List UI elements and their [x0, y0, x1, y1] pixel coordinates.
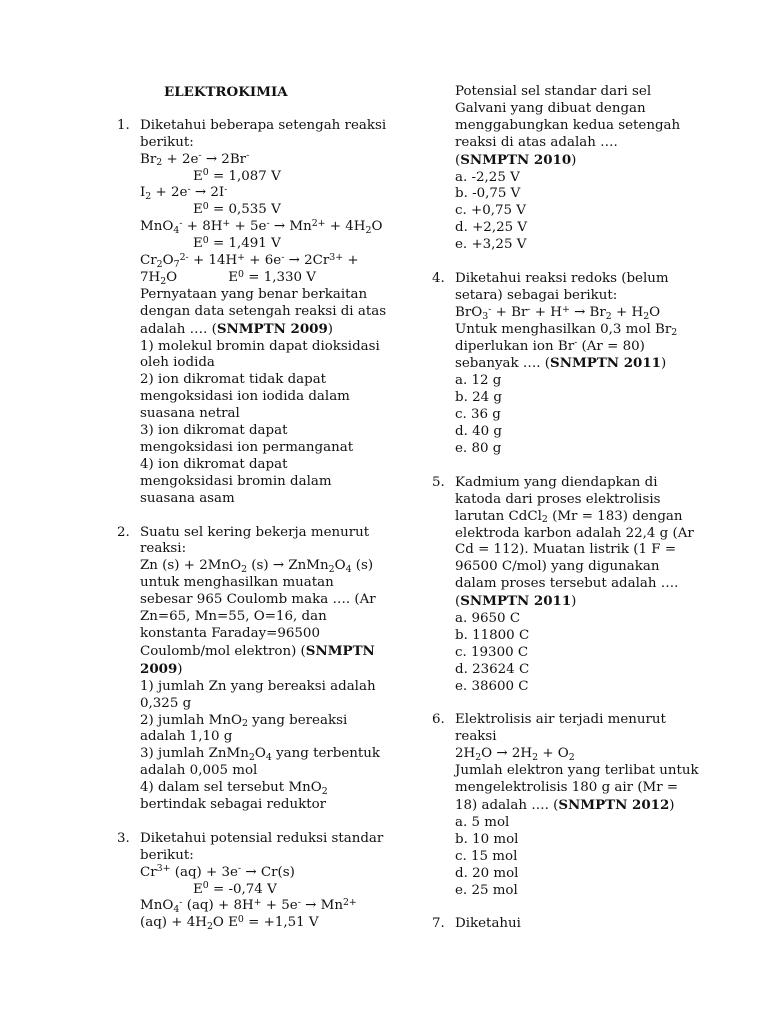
statement: 4) ion dikromat dapat: [140, 456, 288, 472]
statement: 1) jumlah Zn yang bereaksi adalah: [140, 678, 376, 694]
question-1: 1. Diketahui beberapa setengah reaksi berikut: $Br_2 + 2e^- \to 2Br^-$ $E^0 = 1,087$ V $I_2 + 2e^- \to 2I^-$ $E^0 = 0,535$ V $MnO_4^- + 8H^+ + 5e^- \to Mn^{2+} + 4H_2O$ $E^0 = 1,491$ V $Cr_2O_7^{2-} + 14H^+ + 6e^- \to 2Cr^{3+}$ + $7H_2O$ $E^0 = 1,330$ V Pernyataan yang benar berkaitan dengan data setengah reaksi di atas adalah …. (SNMPTN 2009) 1) molekul bromin dapat dioksidasi oleh iodida 2) ion dikromat tidak dapat mengoksidasi ion iodida dalam suasana netral 3) ion dikromat dapat mengoksidasi ion permanganat 4) ion dikromat dapat mengoksidasi bromin dalam suasana asam: [117, 117, 387, 506]
question-4: 4. Diketahui reaksi redoks (belum setara) sebagai berikut: $BrO_3^- + Br^- + H^+ \to Br_2 + H_2O$ Untuk menghasilkan 0,3 mol $Br_2$ diperlukan ion Br- (Ar = 80) sebanyak …. (SNMPTN 2011) a. 12 g b. 24 g c. 36 g d. 40 g e. 80 g: [432, 271, 684, 458]
answer-option: b. 11800 C: [455, 627, 530, 643]
left-column: [117, 84, 387, 933]
answer-option: e. 80 g: [455, 441, 502, 457]
question-5: 5. Kadmium yang diendapkan di katoda dari proses elektrolisis larutan CdCl$_2$ (Mr = 183) dengan elektroda karbon adalah 22,4 g (Ar Cd = 112). Muatan listrik (1 F = 96500 C/mol) yang digunakan dalam proses tersebut adalah …. (SNMPTN 2011) a. 9650 C b. 11800 C c. 19300 C d. 23624 C e. 38600 C: [432, 474, 694, 694]
question-2: 2. Suatu sel kering bekerja menurut reaksi: Zn (s) + 2MnO$_2$ $(s) \to ZnMn_2O_4$ (s) untuk menghasilkan muatan sebesar 965 Coulomb maka …. (Ar Zn=65, Mn=55, O=16, dan konstanta Faraday=96500 Coulomb/mol elektron) (SNMPTN 2009) 1) jumlah Zn yang bereaksi adalah 0,325 g 2) jumlah MnO$_2$ yang bereaksi adalah 1,10 g 3) jumlah $ZnMn_2O_4$ yang terbentuk adalah 0,005 mol 4) dalam sel tersebut MnO$_2$ bertindak sebagai reduktor: [117, 524, 381, 813]
statement: 3) jumlah $ZnMn_2O_4$ yang terbentuk: [140, 746, 381, 764]
answer-option: a. 5 mol: [455, 814, 510, 830]
source-label: SNMPTN 2011: [460, 593, 572, 610]
statement: 4) dalam sel tersebut MnO$_2$: [140, 780, 328, 797]
answer-option: a. -2,25 V: [455, 169, 520, 185]
answer-option: c. 36 g: [455, 407, 501, 423]
answer-option: c. +0,75 V: [455, 203, 526, 219]
equation: Zn (s) + 2MnO$_2$ $(s) \to ZnMn_2O_4$ (s): [140, 558, 374, 576]
answer-option: d. +2,25 V: [455, 220, 528, 236]
answer-option: e. 25 mol: [455, 882, 518, 898]
equation: $2H_2O \to 2H_2 + O_2$: [455, 746, 575, 764]
question-3: 3. Diketahui potensial reduksi standar berikut: $Cr^{3+}$ (aq) + 3e- → Cr(s) $E^0 = -0,74$ V MnO$_4$- $(aq) + 8H^+ + 5e^- \to Mn^{2+}$ $(aq) + 4H_2O$ $E^0 = +1,51$ V: [117, 830, 384, 933]
statement: 2) ion dikromat tidak dapat: [140, 372, 327, 388]
equation: MnO$_4$- $(aq) + 8H^+ + 5e^- \to Mn^{2+}$: [140, 897, 357, 916]
question-number: 7.: [432, 916, 445, 932]
question-7: 7. Diketahui: [432, 916, 521, 932]
answer-option: b. 24 g: [455, 390, 502, 406]
source-label: SNMPTN 2011: [550, 355, 661, 372]
answer-option: e. +3,25 V: [455, 237, 527, 253]
question-number: 4.: [432, 270, 445, 286]
answer-option: d. 23624 C: [455, 661, 530, 677]
statement: 3) ion dikromat dapat: [140, 423, 288, 439]
source-label: 2009: [140, 660, 178, 677]
answer-option: e. 38600 C: [455, 678, 529, 694]
answer-option: b. 10 mol: [455, 831, 519, 847]
question-number: 1.: [117, 117, 130, 133]
statement: 2) jumlah MnO$_2$ yang bereaksi: [140, 712, 348, 730]
source-label: SNMPTN 2012: [558, 797, 670, 814]
page-title: ELEKTROKIMIA: [164, 84, 288, 100]
source-label: SNMPTN 2010: [460, 151, 572, 168]
right-column: [432, 84, 699, 933]
answer-option: d. 40 g: [455, 424, 502, 440]
answer-option: d. 20 mol: [455, 865, 519, 881]
equation: $(aq) + 4H_2O$ $E^0 = +1,51$ V: [140, 914, 319, 933]
equation: $MnO_4^- + 8H^+ + 5e^- \to Mn^{2+} + 4H_2O$: [140, 218, 383, 237]
source-label: SNMPTN 2009: [216, 320, 328, 337]
equation: $I_2 + 2e^- \to 2I^-$: [140, 184, 228, 203]
answer-option: c. 19300 C: [455, 644, 529, 660]
question-3-continued: Potensial sel standar dari sel Galvani yang dibuat dengan menggabungkan kedua setengah reaksi di atas adalah …. (SNMPTN 2010) a. -2,25 V b. -0,75 V c. +0,75 V d. +2,25 V e. +3,25 V: [432, 84, 684, 254]
potential: $E^0 = -0,74$ V: [193, 880, 277, 897]
equation: $BrO_3^- + Br^- + H^+ \to Br_2 + H_2O$: [455, 303, 661, 322]
question-number: 6.: [432, 712, 445, 728]
source-label: SNMPTN: [305, 642, 375, 659]
answer-option: c. 15 mol: [455, 848, 518, 864]
equation: $Br_2 + 2e^- \to 2Br^-$: [140, 150, 250, 169]
answer-option: b. -0,75 V: [455, 186, 521, 202]
question-6: 6. Elektrolisis air terjadi menurut reaksi $2H_2O \to 2H_2 + O_2$ Jumlah elektron yang terlibat untuk mengelektrolisis 180 g air (Mr = 18) adalah …. (SNMPTN 2012) a. 5 mol b. 10 mol c. 15 mol d. 20 mol e. 25 mol: [432, 712, 699, 898]
answer-option: a. 12 g: [455, 373, 502, 389]
answer-option: a. 9650 C: [455, 611, 521, 627]
question-number: 5.: [432, 474, 445, 490]
equation: $Cr^{3+}$ (aq) + 3e- → Cr(s): [140, 863, 295, 880]
equation: $7H_2O$ $E^0 = 1,330$ V: [140, 268, 316, 287]
potential: $E^0 = 1,491$ V: [193, 234, 281, 252]
potential: $E^0 = 0,535$ V: [193, 201, 281, 218]
statement: 1) molekul bromin dapat dioksidasi: [140, 338, 380, 354]
potential: $E^0 = 1,087$ V: [193, 167, 281, 184]
question-number: 3.: [117, 830, 130, 846]
question-number: 2.: [117, 524, 130, 540]
equation: $Cr_2O_7^{2-} + 14H^+ + 6e^- \to 2Cr^{3+}$ +: [140, 251, 359, 270]
